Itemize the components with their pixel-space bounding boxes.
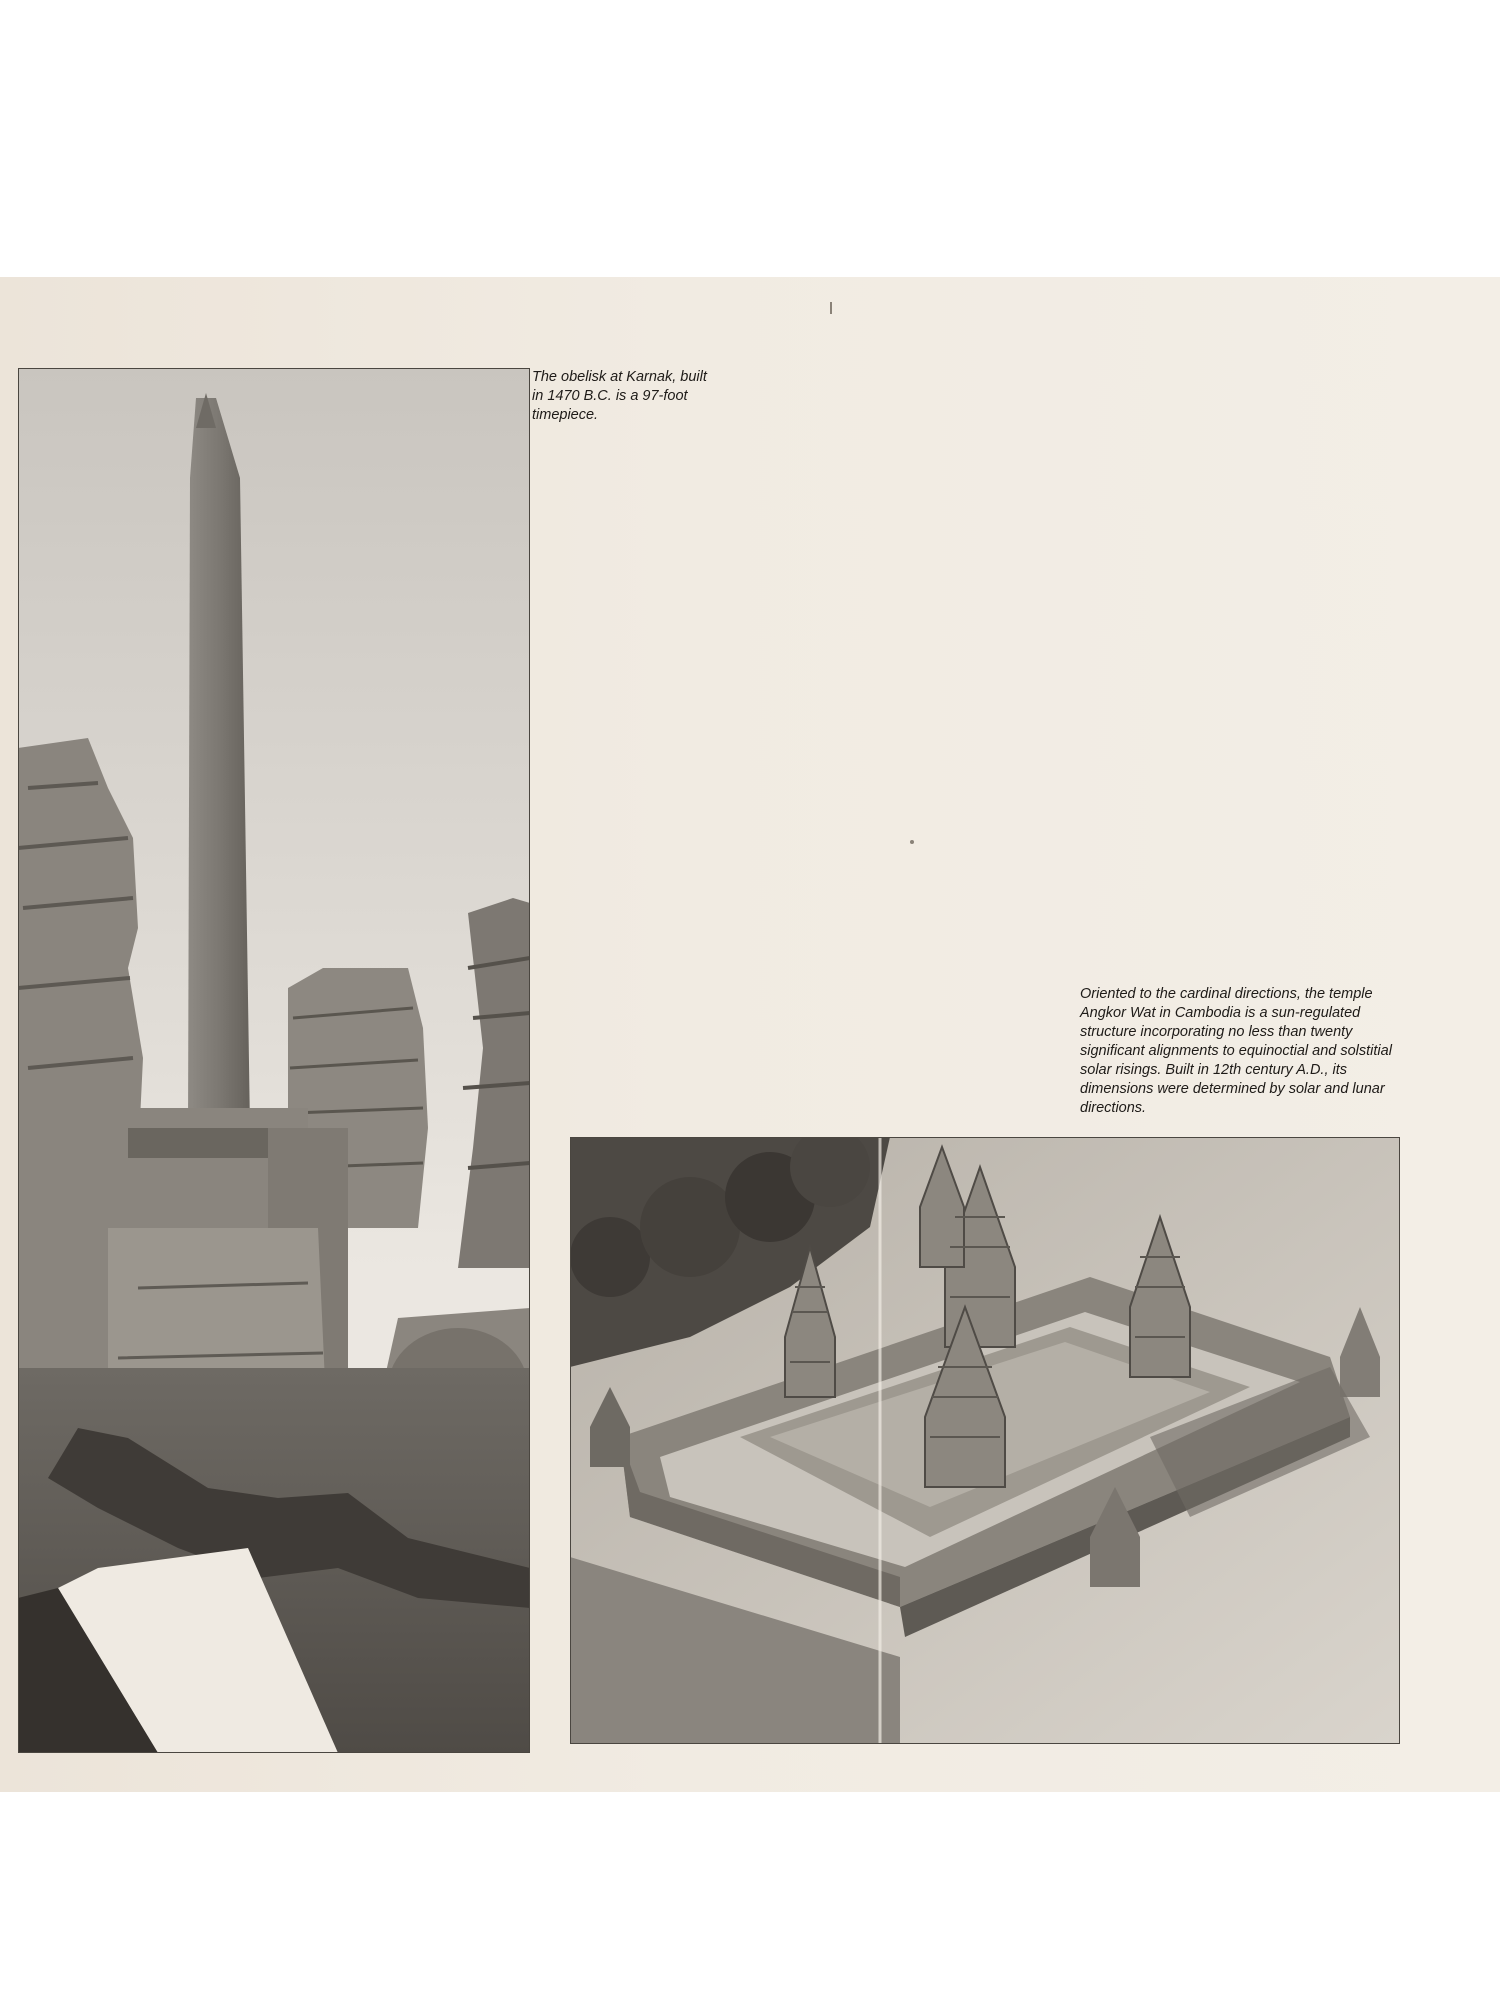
angkor-caption: Oriented to the cardinal directions, the temple Angkor Wat in Cambodia is a sun-regulated structure incorporating no less than twenty significant alignments to equinoctial and solstitial solar risings. Built in 12th century A.D., its dimensions were determined by solar and lunar directions. — [1080, 986, 1392, 1116]
page-speck — [910, 840, 914, 844]
karnak-caption: The obelisk at Karnak, built in 1470 B.C. is a 97-foot timepiece. — [532, 369, 707, 423]
obelisk-karnak-photo — [18, 368, 530, 1753]
page-speck — [830, 302, 832, 314]
angkor-wat-aerial-photo — [570, 1137, 1400, 1744]
